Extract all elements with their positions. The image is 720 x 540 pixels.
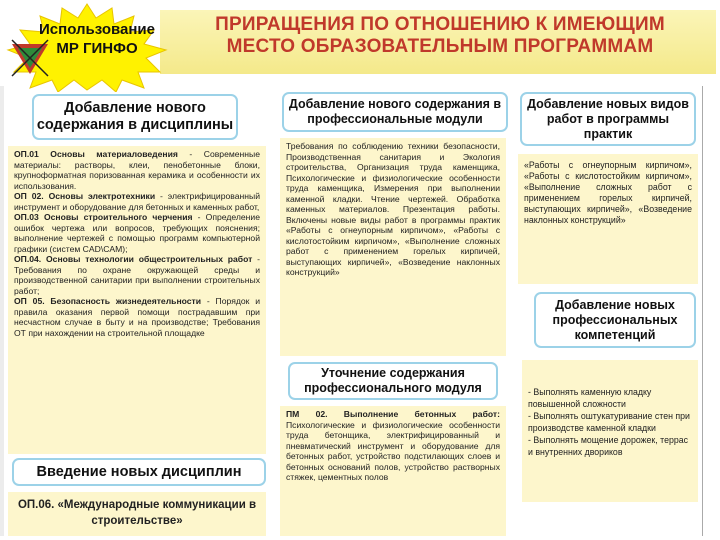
list-item: [14, 296, 260, 338]
list-item: - Выполнять мощение дорожек, террас и внутренних двориков: [528, 435, 689, 457]
heading-new-practice-works-text: Добавление новых видов работ в программы практик: [527, 96, 689, 141]
title-line-1: ПРИРАЩЕНИЯ ПО ОТНОШЕНИЮ К ИМЕЮЩИМ: [215, 14, 665, 35]
discipline-text: - Определение ошибок чертежа или вопросов, требующих пояснения; выполнение чертежей с помощью программ компьютерной графики (систем CAD\CAM);: [14, 212, 260, 254]
heading-new-competencies-text: Добавление новых профессиональных компетенций: [552, 297, 678, 342]
discipline-text: - Современные материалы: растворы, клеи, пенобетонные блоки, крупноформатная поризованная керамика и особенности их использования.: [14, 149, 260, 191]
heading-new-practice-works: [520, 92, 696, 146]
modules-text: Требования по соблюдению техники безопасности, Производственная санитария и Экология строительства, Организация труда каменщика, Психологические и физиологические особенности труда каменщика, Измерения при выполнении каменной кладки. Чтение чертежей. Обработка каменных материалов. Презентация работы. Включены новые виды работ в программы практик «Работы с огнеупорным кирпичом», «Работы с кислотостойким кирпичом», «Выполнение сложных работ с применением горелых кирпичей, выступающих кирпичей», «Возведение наклонных конструкций»: [286, 141, 500, 277]
discipline-text: - Требования по охране окружающей среды и производственной санитарии при выполнении строительных работ;: [14, 254, 261, 296]
heading-new-content-disciplines-text: Добавление нового содержания в дисциплины: [36, 100, 234, 133]
ginfo-logo-icon: [10, 38, 50, 78]
right-edge-rule: [702, 86, 716, 536]
heading-module-clarification-text: Уточнение содержания профессионального модуля: [304, 366, 482, 395]
new-discipline-text: ОП.06. «Международные коммуникации в строительстве»: [17, 499, 257, 527]
list-item: [14, 149, 260, 191]
list-item: [14, 212, 260, 254]
star-label-line-2: МР ГИНФО: [56, 40, 138, 57]
heading-new-content-modules: [282, 92, 508, 132]
module-clarification-panel: [280, 406, 506, 536]
discipline-text: - Порядок и правила оказания первой помощи пострадавшим при несчастном случае в быту и на производстве; Требования ОТ при нахождении на строительной площадке: [14, 296, 261, 338]
heading-new-competencies: [534, 292, 696, 348]
discipline-code: ОП.04. Основы технологии общестроительных работ: [14, 254, 253, 264]
discipline-code: ОП.03 Основы строительного черчения: [14, 212, 193, 222]
disciplines-panel: [8, 146, 266, 454]
heading-module-clarification: [288, 362, 498, 400]
list-item: - Выполнять каменную кладку повышенной сложности: [528, 387, 652, 409]
star-label: [34, 20, 160, 58]
list-item: [14, 191, 260, 212]
discipline-code: ОП 02. Основы электротехники: [14, 191, 156, 201]
title-line-2: МЕСТО ОБРАЗОВАТЕЛЬНЫМ ПРОГРАММАМ: [226, 36, 654, 57]
slide-title: [170, 14, 710, 58]
list-item: - Выполнять оштукатуривание стен при производстве каменной кладки: [528, 411, 690, 433]
star-label-line-1: Использование: [39, 21, 155, 38]
pm-code: ПМ 02. Выполнение бетонных работ:: [286, 409, 500, 419]
discipline-text: - электрифицированный инструмент и оборудование для бетонных и каменных работ,: [14, 191, 260, 212]
list-item: [14, 254, 260, 296]
heading-new-content-disciplines: [32, 94, 238, 140]
pm-text: Психологические и физиологические особенности труда бетонщика, электрифицированный и пневматический инструмент и оборудование для бетонных работ, устройство подстилающих слоев и бетонных оснований полов, устройство растворных стяжек, цементных полов: [286, 419, 500, 482]
modules-panel: [280, 138, 506, 356]
heading-new-content-modules-text: Добавление нового содержания в профессиональные модули: [288, 97, 502, 126]
practice-works-text: «Работы с огнеупорным кирпичом», «Работы с кислотостойким кирпичом», «Выполнение сложных работ с применением горелых кирпичей, выступающих кирпичей», «Возведение наклонных конструкций»: [524, 160, 692, 225]
left-edge-rule: [0, 86, 4, 536]
heading-new-disciplines-text: Введение новых дисциплин: [36, 464, 242, 480]
discipline-code: ОП.01 Основы материаловедения: [14, 149, 178, 159]
heading-new-disciplines: [12, 458, 266, 486]
discipline-code: ОП 05. Безопасность жизнедеятельности: [14, 296, 202, 306]
new-discipline-panel: [8, 492, 266, 536]
practice-works-panel: [518, 154, 698, 284]
competencies-panel: [522, 360, 698, 502]
